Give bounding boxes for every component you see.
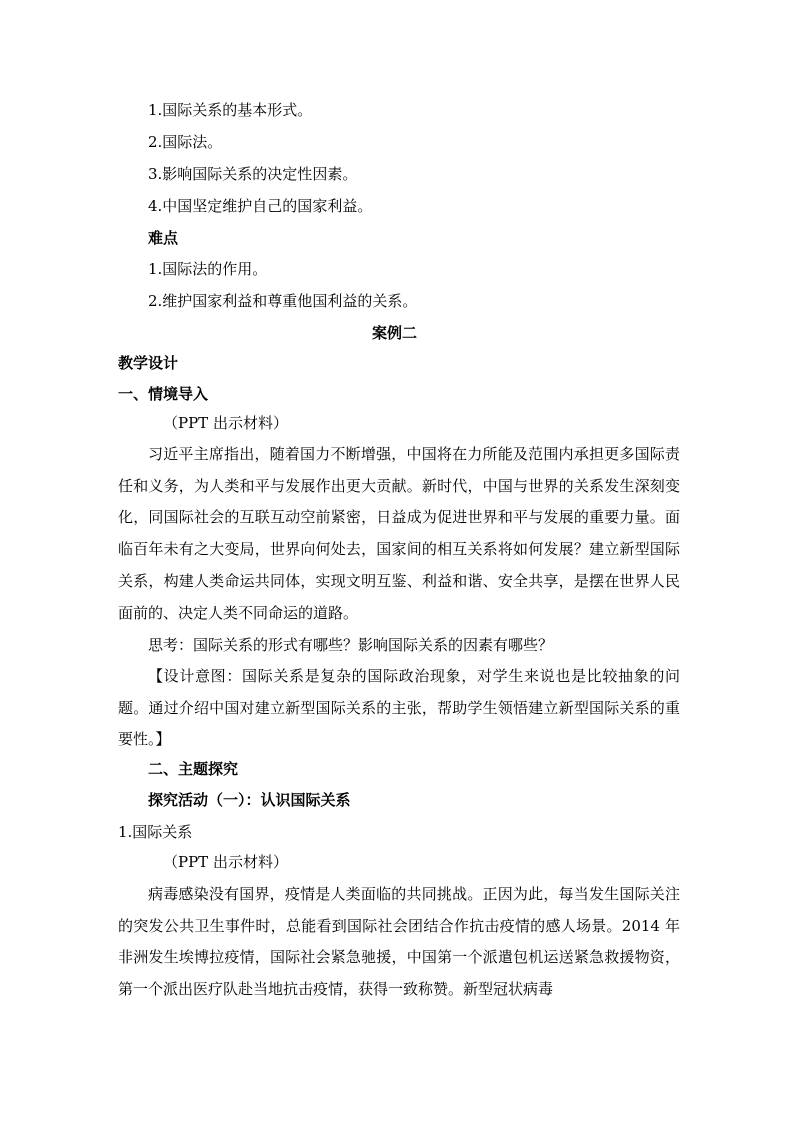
design-intent: 【设计意图：国际关系是复杂的国际政治现象，对学生来说也是比较抽象的问题。通过介绍中国对建立新型国际关系的主张，帮助学生领悟建立新型国际关系的重要性。】: [118, 667, 680, 749]
item-label: 1.国际关系: [118, 823, 193, 841]
ppt-note: （PPT 出示材料）: [163, 414, 288, 432]
intro-paragraph: 习近平主席指出，随着国力不断增强，中国将在力所能及范围内承担更多国际责任和义务，为人类和平与发展作出更大贡献。新时代，中国与世界的关系发生深刻变化，同国际社会的互联互动空前紧密，日益成为促进世界和平与发展的重要力量。面临百年未有之大变局，世界向何处去，国家间的相互关系将如何发展？建立新型国际关系，构建人类命运共同体，实现文明互鉴、利益和谐、安全共享，是摆在世界人民面前的、决定人类不同命运的道路。: [118, 445, 680, 622]
design-heading: 教学设计: [118, 354, 179, 372]
ppt-note: （PPT 出示材料）: [163, 853, 288, 871]
focus-item-3: 3.影响国际关系的决定性因素。: [148, 165, 358, 183]
difficulty-heading: 难点: [148, 229, 179, 247]
section-heading-intro: 一、情境导入: [118, 385, 209, 403]
difficulty-item-2: 2.维护国家利益和尊重他国利益的关系。: [148, 292, 418, 310]
case-title: 案例二: [372, 324, 418, 342]
activity-heading: 探究活动（一）：认识国际关系: [148, 791, 351, 809]
focus-item-1: 1.国际关系的基本形式。: [148, 101, 313, 119]
focus-item-2: 2.国际法。: [148, 133, 223, 151]
think-question: 思考：国际关系的形式有哪些？影响国际关系的因素有哪些？: [148, 636, 554, 654]
section-heading-explore: 二、主题探究: [148, 760, 239, 778]
difficulty-item-1: 1.国际法的作用。: [148, 260, 268, 278]
focus-item-4: 4.中国坚定维护自己的国家利益。: [148, 197, 373, 215]
epidemic-paragraph: 病毒感染没有国界，疫情是人类面临的共同挑战。正因为此，每当发生国际关注的突发公共卫生事件时，总能看到国际社会团结合作抗击疫情的感人场景。2014 年非洲发生埃博拉疫情，国际社会紧急驰援，中国第一个派遣包机运送紧急救援物资，第一个派出医疗队赴当地抗击疫情，获得一致称赞。新型冠状病毒: [118, 885, 680, 999]
